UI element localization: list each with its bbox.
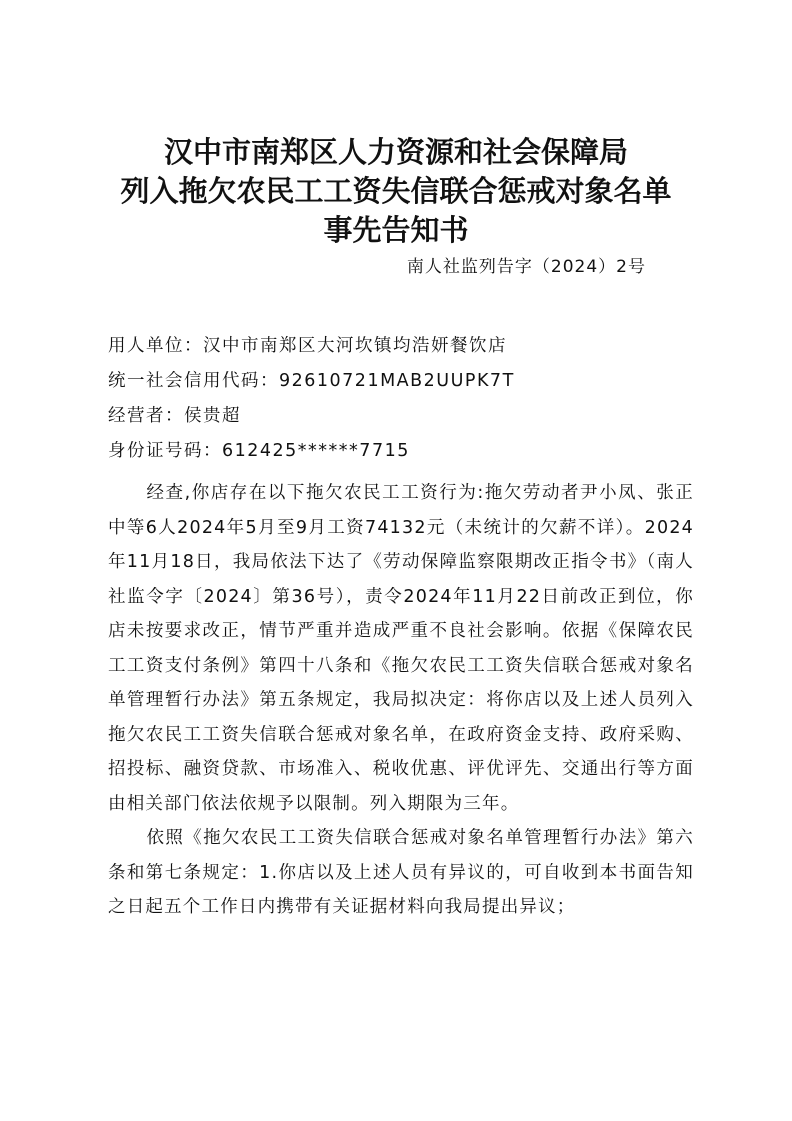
- title-line-subject: 列入拖欠农民工工资失信联合惩戒对象名单: [120, 174, 672, 208]
- credit-code-label: 统一社会信用代码：: [108, 371, 279, 391]
- document-number: 南人社监列告字（2024）2号: [406, 257, 646, 277]
- title-line-type: 事先告知书: [323, 213, 469, 247]
- id-number-row: [108, 434, 708, 469]
- paragraph-findings: 经查,你店存在以下拖欠农民工工资行为:拖欠劳动者尹小凤、张正中等6人2024年5月至9月工资74132元（未统计的欠薪不详）。2024年11月18日，我局依法下达了《劳动保障监察限期改正指令书》（南人社监令字〔2024〕第36号），责令2024年11月22日前改正到位，你店未按要求改正，情节严重并造成严重不良社会影响。依据《保障农民工工资支付条例》第四十八条和《拖欠农民工工资失信联合惩戒对象名单管理暂行办法》第五条规定，我局拟决定：将你店以及上述人员列入拖欠农民工工资失信联合惩戒对象名单，在政府资金支持、政府采购、招投标、融资贷款、市场准入、税收优惠、评优评先、交通出行等方面由相关部门依法依规予以限制。列入期限为三年。: [108, 483, 694, 814]
- credit-code-row: [108, 364, 708, 399]
- employer-unit-value: 汉中市南郑区大河坎镇均浩妍餐饮店: [203, 336, 507, 356]
- id-number-value: 612425******7715: [222, 441, 410, 461]
- employer-unit-label: 用人单位：: [108, 336, 203, 356]
- id-number-label: 身份证号码：: [108, 441, 222, 461]
- title-line-issuer: 汉中市南郑区人力资源和社会保障局: [163, 135, 628, 169]
- employer-unit-row: [108, 329, 708, 364]
- employer-info: [108, 329, 708, 469]
- operator-value: 侯贵超: [184, 406, 241, 426]
- operator-label: 经营者：: [108, 406, 184, 426]
- credit-code-value: 92610721MAB2UUPK7T: [279, 371, 515, 391]
- paragraph-objection-rights: 依照《拖欠农民工工资失信联合惩戒对象名单管理暂行办法》第六条和第七条规定：1.你店以及上述人员有异议的，可自收到本书面告知之日起五个工作日内携带有关证据材料向我局提出异议；: [108, 828, 694, 917]
- notice-body: [108, 476, 694, 925]
- operator-row: [108, 399, 708, 434]
- document-title: [0, 133, 792, 250]
